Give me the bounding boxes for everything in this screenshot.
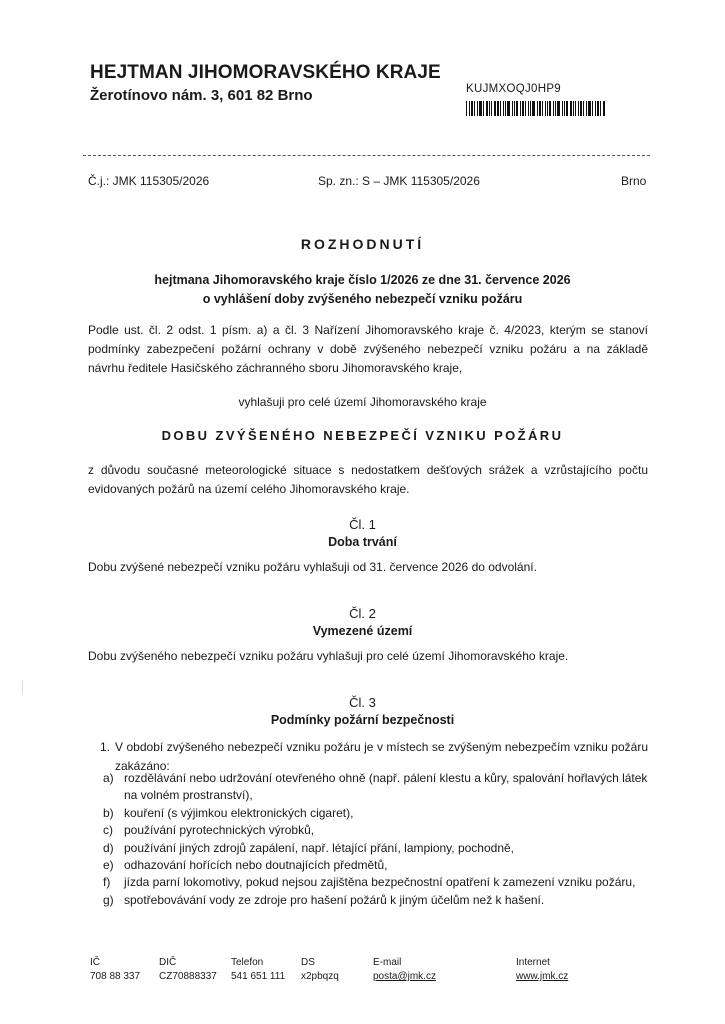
footer-email-label: E-mail [373, 957, 402, 968]
footer-email-link[interactable]: posta@jmk.cz [373, 971, 436, 982]
declaration-line: vyhlašuji pro celé území Jihomoravského kraje [238, 395, 487, 409]
document-id: KUJMXOQJ0HP9 [466, 83, 561, 95]
list-item [95, 805, 648, 822]
list-text: používání jiných zdrojů zapálení, např. létající přání, lampiony, pochodně, [124, 840, 515, 855]
footer-ds-value: x2pbqzq [301, 971, 339, 982]
list-text: kouření (s výjimkou elektronických cigaret), [124, 805, 354, 820]
footer-dic [159, 956, 217, 984]
list-letter: b) [103, 805, 114, 820]
list-text: odhazování hořících nebo doutnajících předmětů, [124, 858, 388, 873]
article-3-title: Podmínky požární bezpečnosti [270, 713, 455, 727]
list-letter: e) [103, 858, 114, 873]
footer-email [373, 956, 436, 984]
list-item [95, 892, 648, 909]
footer-dic-label: DIČ [159, 957, 177, 968]
list-item [95, 857, 648, 874]
reference-cj: Č.j.: JMK 115305/2026 [88, 174, 210, 188]
list-text: rozdělávání nebo udržování otevřeného ohně (např. pálení klestu a kůry, spalování hořlavých látek na volném prostranství), [124, 771, 648, 803]
list-letter: g) [103, 892, 114, 907]
article-1-title: Doba trvání [328, 535, 397, 549]
list-text: používání pyrotechnických výrobků, [124, 823, 315, 838]
reference-place: Brno [621, 174, 647, 188]
article-1-text: Dobu zvýšené nebezpečí vzniku požáru vyhlašuji od 31. července 2026 do odvolání. [88, 560, 537, 574]
list-letter: c) [103, 823, 113, 838]
prohibited-activities-list [95, 770, 648, 909]
list-item [95, 770, 648, 805]
decision-subtitle-1: hejtmana Jihomoravského kraje číslo 1/2026 ze dne 31. července 2026 [154, 273, 571, 287]
list-item [95, 840, 648, 857]
footer-phone [231, 956, 285, 984]
footer-ds-label: DS [301, 957, 315, 968]
condition-text: V období zvýšeného nebezpečí vzniku požáru je v místech se zvýšeným nebezpečím vzniku požáru zakázáno: [115, 740, 648, 773]
issuer-name: HEJTMAN JIHOMORAVSKÉHO KRAJE [90, 62, 441, 83]
scan-mark [22, 680, 23, 694]
article-3-number: Čl. 3 [349, 695, 376, 710]
list-letter: f) [103, 875, 111, 890]
decision-subtitle-2: o vyhlášení doby zvýšeného nebezpečí vzniku požáru [202, 292, 523, 306]
footer-web [516, 956, 568, 984]
issuer-address: Žerotínovo nám. 3, 601 82 Brno [90, 87, 313, 104]
article-2-number: Čl. 2 [349, 606, 376, 621]
article-2-title: Vymezené území [312, 624, 413, 638]
list-letter: a) [103, 771, 114, 785]
footer-ic [90, 956, 140, 984]
footer-dic-value: CZ70888337 [159, 971, 217, 982]
footer-web-link[interactable]: www.jmk.cz [516, 971, 569, 982]
header-divider [83, 155, 650, 156]
list-letter: d) [103, 840, 114, 855]
article-1-number: Čl. 1 [349, 517, 376, 532]
barcode [466, 101, 607, 116]
intro-paragraph: Podle ust. čl. 2 odst. 1 písm. a) a čl. 3 Nařízení Jihomoravského kraje č. 4/2023, kterým se stanoví podmínky zabezpečení požární ochrany v době zvýšeného nebezpečí vzniku požáru a na základě návrhu ředitele Hasičského záchranného sboru Jihomoravského kraje, [88, 323, 648, 375]
footer-ds [301, 956, 339, 984]
list-text: spotřebovávání vody ze zdroje pro hašení požárů k jiným účelům než k hašení. [124, 892, 545, 907]
list-item [95, 822, 648, 839]
footer-web-label: Internet [516, 957, 550, 968]
decision-title: ROZHODNUTÍ [300, 236, 425, 252]
footer-phone-value: 541 651 111 [231, 971, 286, 982]
article-2-text: Dobu zvýšeného nebezpečí vzniku požáru vyhlašuji pro celé území Jihomoravského kraje. [88, 649, 569, 663]
reason-paragraph: z důvodu současné meteorologické situace s nedostatkem dešťových srážek a vzrůstajícího počtu evidovaných požárů na území celého Jihomoravského kraje. [88, 463, 648, 496]
list-text: jízda parní lokomotivy, pokud nejsou zajištěna bezpečnostní opatření k zamezení vzniku požáru, [124, 875, 636, 890]
reference-spzn: Sp. zn.: S – JMK 115305/2026 [318, 174, 480, 188]
list-item [95, 874, 648, 891]
main-heading: DOBU ZVÝŠENÉHO NEBEZPEČÍ VZNIKU POŽÁRU [161, 428, 564, 443]
footer-phone-label: Telefon [231, 957, 264, 968]
condition-number: 1. [100, 740, 111, 754]
footer-ic-value: 708 88 337 [90, 971, 141, 982]
footer-ic-label: IČ [90, 957, 100, 968]
